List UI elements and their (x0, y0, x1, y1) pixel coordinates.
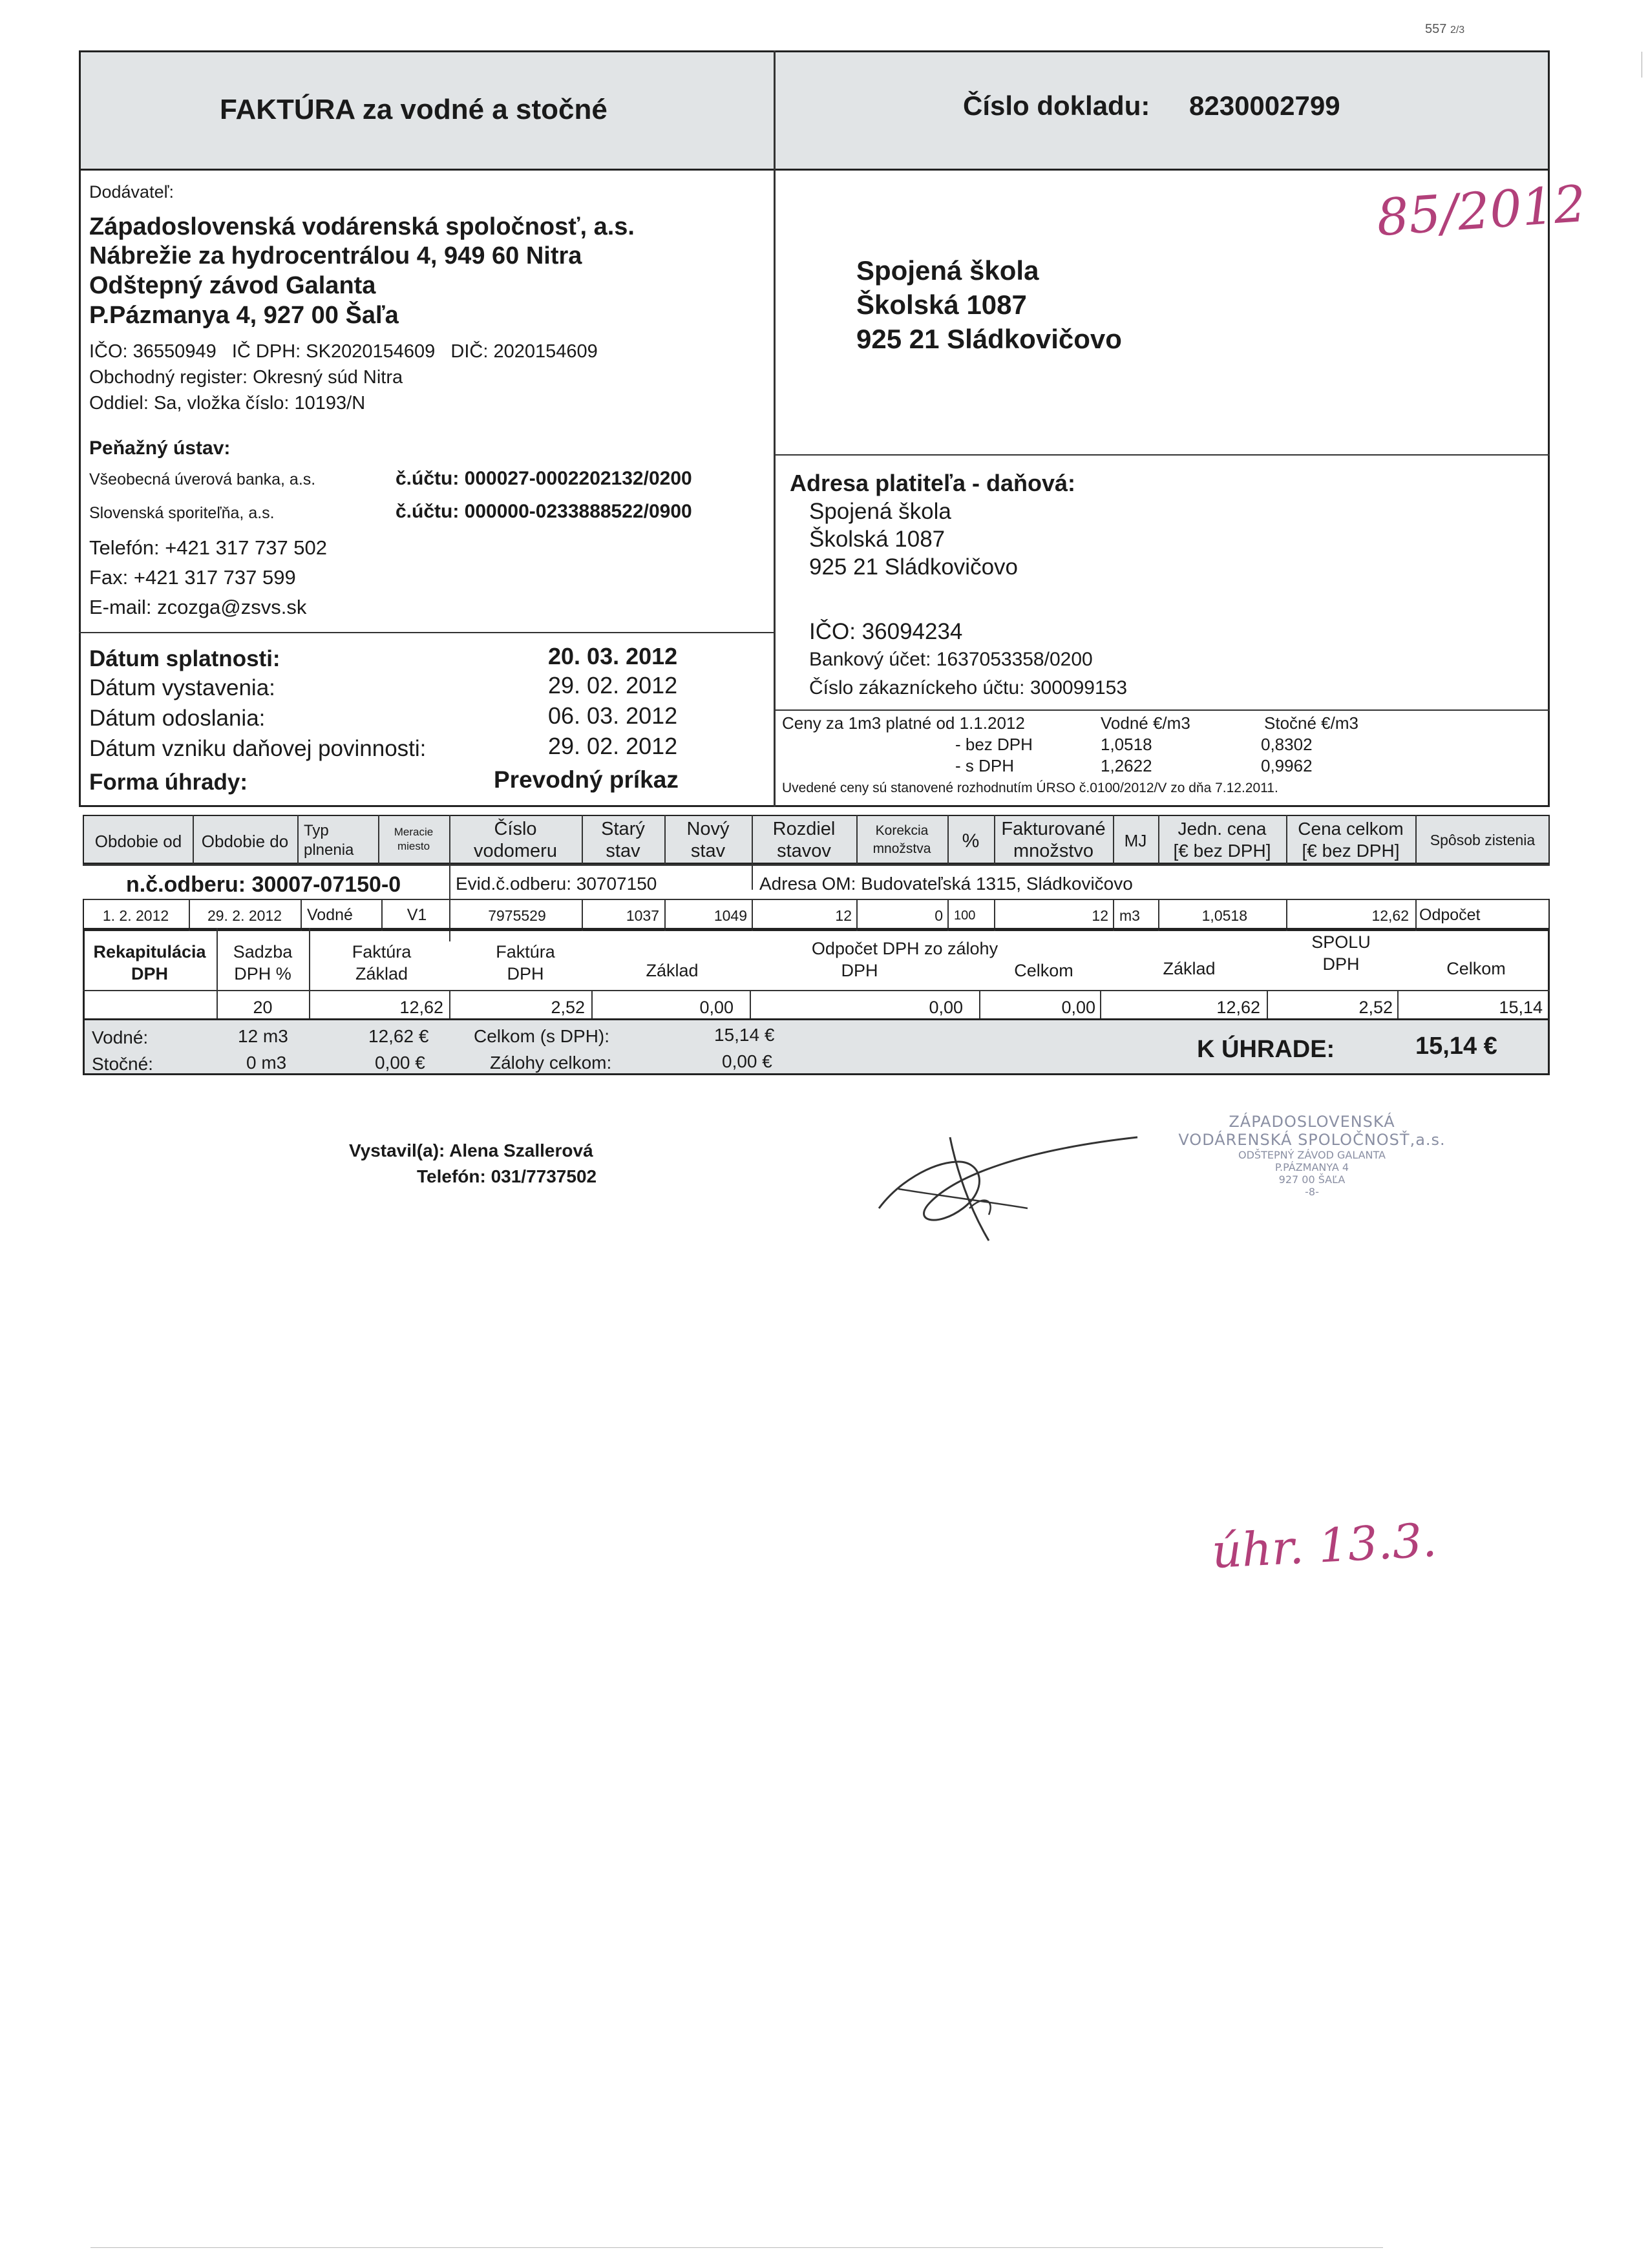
page-ref-number: 557 (1425, 22, 1447, 36)
vat-head-recap-2: DPH (131, 964, 168, 983)
meter-row-meter: 7975529 (488, 907, 546, 924)
supplier-register: Obchodný register: Okresný súd Nitra (89, 367, 403, 388)
bank2-name: Slovenská sporiteľňa, a.s. (89, 504, 275, 522)
payment-method-label: Forma úhrady: (89, 770, 248, 795)
vat-head-rate-2: DPH % (234, 964, 291, 983)
supplier-branch: Odštepný závod Galanta (89, 272, 376, 299)
customer-name: Spojená škola (856, 255, 1039, 286)
vat-ded-total: 0,00 (1061, 998, 1095, 1017)
payer-city: 925 21 Sládkovičovo (809, 554, 1018, 580)
summary-total: 15,14 € (714, 1025, 775, 1045)
meter-row-old: 1037 (626, 907, 659, 924)
mt-head-meter-2: vodomeru (474, 841, 557, 861)
mt-head-type-1: Typ (304, 822, 329, 839)
payer-name: Spojená škola (809, 499, 951, 524)
mt-head-billed-2: množstvo (1013, 841, 1094, 861)
sent-date-label: Dátum odoslania: (89, 706, 266, 731)
payer-label: Adresa platiteľa - daňová: (790, 470, 1075, 496)
due-date-label: Dátum splatnosti: (89, 646, 280, 671)
summary-stocne-qty: 0 m3 (246, 1053, 287, 1073)
prices-bez-dph-stocne: 0,8302 (1261, 735, 1313, 754)
vat-head-inv-vat-1: Faktúra (496, 942, 555, 961)
mt-line (1113, 899, 1114, 931)
header-divider (774, 50, 776, 171)
issued-date-label: Dátum vystavenia: (89, 675, 275, 700)
payer-divider (774, 454, 1550, 456)
amount-due: 15,14 € (1415, 1033, 1497, 1060)
prices-vodne-header: Vodné €/m3 (1101, 713, 1190, 733)
prices-bez-dph-vodne: 1,0518 (1101, 735, 1152, 754)
handwritten-payment-note: úhr. 13.3. (1210, 1512, 1439, 1579)
stamp-line: ZÁPADOSLOVENSKÁ (1229, 1113, 1395, 1131)
mt-head-type-2: plnenia (304, 841, 354, 859)
payment-method: Prevodný príkaz (494, 766, 679, 793)
vat-head-total-base: Základ (1163, 959, 1216, 978)
vat-head-recap-1: Rekapitulácia (93, 942, 206, 961)
mt-head-unit-price-2: [€ bez DPH] (1173, 841, 1271, 861)
tax-date: 29. 02. 2012 (548, 733, 678, 759)
mt-line (83, 864, 1550, 866)
summary-total-label: Celkom (s DPH): (474, 1026, 610, 1046)
vat-head-ded-base: Základ (646, 961, 699, 980)
mt-head-unit-price-1: Jedn. cena (1178, 819, 1267, 839)
doc-number: 8230002799 (1189, 90, 1340, 121)
stamp-line: 927 00 ŠAĽA (1278, 1173, 1346, 1186)
mt-head-correction-1: Korekcia (875, 823, 929, 838)
summary-deposits: 0,00 € (722, 1051, 772, 1071)
supplier-email: E-mail: zcozga@zsvs.sk (89, 596, 307, 618)
vat-inv-base: 12,62 (399, 998, 443, 1017)
sent-date: 06. 03. 2012 (548, 702, 678, 729)
stamp-line: ODŠTEPNÝ ZÁVOD GALANTA (1238, 1149, 1386, 1161)
page-ref (1425, 22, 1464, 37)
supplier-name: Západoslovenská vodárenská spoločnosť, a.s. (89, 213, 635, 240)
supplier-branch-address: P.Pázmanya 4, 927 00 Šaľa (89, 302, 399, 329)
mt-head-place-1: Meracie (394, 826, 434, 838)
meter-row-to: 29. 2. 2012 (207, 907, 282, 924)
doc-number-label: Číslo dokladu: (963, 90, 1150, 121)
bank-label: Peňažný ústav: (89, 437, 231, 459)
customer-street: Školská 1087 (856, 289, 1027, 320)
signature-icon (860, 1111, 1157, 1254)
mt-head-total-price-1: Cena celkom (1298, 819, 1404, 839)
supplier-ids: IČO: 36550949 IČ DPH: SK2020154609 DIČ: 2020154609 (89, 341, 598, 362)
meter-row-billed: 12 (1092, 907, 1108, 924)
mt-head-new-1: Nový (686, 819, 730, 839)
mt-head-period-from: Obdobie od (94, 832, 182, 851)
vat-head-deduction: Odpočet DPH zo zálohy (811, 939, 998, 958)
prices-intro: Ceny za 1m3 platné od 1.1.2012 (782, 713, 1025, 733)
summary-stocne-label: Stočné: (92, 1054, 153, 1074)
prices-s-dph-stocne: 0,9962 (1261, 756, 1313, 775)
mt-col-line (378, 815, 379, 864)
stamp-line: VODÁRENSKÁ SPOLOČNOSŤ,a.s. (1178, 1131, 1446, 1149)
customer-city: 925 21 Sládkovičovo (856, 324, 1122, 354)
vat-head-total: SPOLU (1311, 932, 1371, 952)
mt-head-method: Spôsob zistenia (1430, 832, 1536, 848)
payer-street: Školská 1087 (809, 527, 945, 552)
supplier-section: Oddiel: Sa, vložka číslo: 10193/N (89, 393, 366, 414)
vat-head-ded-total: Celkom (1014, 961, 1073, 980)
issuer-name: Vystavil(a): Alena Szallerová (349, 1140, 593, 1160)
vat-rate: 20 (253, 998, 273, 1017)
mt-head-total-price-2: [€ bez DPH] (1302, 841, 1400, 861)
mt-head-period-to: Obdobie do (201, 832, 289, 851)
page-ref-fraction: 2/3 (1450, 25, 1465, 36)
meter-row-type: Vodné (307, 906, 353, 924)
stamp-line: P.PÁZMANYA 4 (1274, 1161, 1349, 1173)
vat-inv-vat: 2,52 (551, 998, 585, 1017)
mt-line (947, 899, 949, 931)
summary-deposits-label: Zálohy celkom: (490, 1053, 612, 1073)
mt-line (752, 864, 753, 890)
parties-divider (774, 171, 776, 807)
meter-row-diff: 12 (835, 907, 852, 924)
vat-ded-base: 0,00 (699, 998, 734, 1017)
vat-line (83, 990, 1550, 991)
issued-date: 29. 02. 2012 (548, 672, 678, 698)
mt-head-new-2: stav (690, 841, 726, 861)
vat-head-total-sum: Celkom (1446, 959, 1506, 978)
amount-due-label: K ÚHRADE: (1197, 1036, 1335, 1063)
meter-row-new: 1049 (713, 907, 747, 924)
mt-head-correction-2: množstva (872, 841, 931, 856)
meter-row-method: Odpočet (1419, 906, 1481, 924)
prices-s-dph-label: - s DPH (955, 756, 1014, 775)
company-stamp (1170, 1113, 1454, 1198)
prices-stocne-header: Stočné €/m3 (1264, 713, 1358, 733)
prices-bez-dph-label: - bez DPH (955, 735, 1033, 754)
vat-head-inv-vat-2: DPH (507, 964, 544, 983)
consumption-address: Adresa OM: Budovateľská 1315, Sládkovičovo (759, 874, 1133, 894)
payer-ico: IČO: 36094234 (809, 619, 963, 644)
scan-edge-line (90, 2247, 1383, 2248)
vat-ded-vat: 0,00 (929, 998, 963, 1017)
payer-bank-account: Bankový účet: 1637053358/0200 (809, 649, 1093, 670)
summary-vodne-amount: 12,62 € (368, 1026, 429, 1046)
odber-number: n.č.odberu: 30007-07150-0 (126, 872, 401, 897)
vat-total-vat: 2,52 (1358, 998, 1393, 1017)
mt-head-meter-1: Číslo (494, 819, 537, 839)
meter-row-correction: 0 (935, 907, 943, 924)
mt-col-line (297, 815, 299, 864)
vat-head-inv-base-2: Základ (355, 964, 408, 983)
meter-row-place: V1 (407, 906, 427, 924)
bank1-name: Všeobecná úverová banka, a.s. (89, 470, 316, 488)
mt-head-old-1: Starý (601, 819, 645, 839)
dates-divider (79, 632, 774, 633)
supplier-phone: Telefón: +421 317 737 502 (89, 536, 328, 559)
vat-total-sum: 15,14 (1499, 998, 1543, 1017)
meter-row-percent: 100 (954, 908, 976, 923)
mt-line (1415, 899, 1417, 931)
invoice-title: FAKTÚRA za vodné a stočné (220, 94, 607, 125)
prices-divider (774, 709, 1550, 711)
mt-head-unit: MJ (1124, 831, 1147, 850)
mt-head-old-2: stav (606, 841, 640, 861)
vat-head-rate-1: Sadzba (233, 942, 293, 961)
due-date: 20. 03. 2012 (548, 643, 678, 669)
vat-head-total-vat: DPH (1322, 954, 1360, 974)
meter-row-unit-price: 1,0518 (1201, 907, 1247, 924)
vat-total-base: 12,62 (1216, 998, 1260, 1017)
supplier-label: Dodávateľ: (89, 182, 174, 202)
stamp-line: -8- (1305, 1186, 1319, 1198)
prices-note: Uvedené ceny sú stanovené rozhodnutím ÚRSO č.0100/2012/V zo dňa 7.12.2011. (782, 781, 1278, 795)
payer-customer-account: Číslo zákazníckeho účtu: 300099153 (809, 677, 1127, 698)
prices-s-dph-vodne: 1,2622 (1101, 756, 1152, 775)
meter-row-from: 1. 2. 2012 (102, 907, 169, 924)
vat-head-ded-vat: DPH (841, 961, 878, 980)
mt-head-place-2: miesto (397, 840, 430, 852)
summary-stocne-amount: 0,00 € (375, 1053, 425, 1073)
supplier-fax: Fax: +421 317 737 599 (89, 566, 296, 589)
vat-head-inv-base-1: Faktúra (352, 942, 412, 961)
supplier-address: Nábrežie za hydrocentrálou 4, 949 60 Nitra (89, 242, 582, 269)
summary-vodne-label: Vodné: (92, 1027, 149, 1047)
summary-vodne-qty: 12 m3 (238, 1026, 288, 1046)
tax-date-label: Dátum vzniku daňovej povinnosti: (89, 736, 427, 761)
evid-number: Evid.č.odberu: 30707150 (456, 874, 657, 894)
bank1-account: č.účtu: 000027-0002202132/0200 (396, 468, 692, 489)
mt-head-diff-1: Rozdiel (772, 819, 836, 839)
bank2-account: č.účtu: 000000-0233888522/0900 (396, 501, 692, 522)
meter-row-total-price: 12,62 (1371, 907, 1409, 924)
meter-row-unit: m3 (1119, 907, 1140, 924)
mt-line (301, 899, 302, 931)
mt-head-billed-1: Fakturované (1001, 819, 1106, 839)
mt-head-percent: % (962, 830, 980, 852)
issuer-phone: Telefón: 031/7737502 (417, 1166, 597, 1186)
handwritten-reference-note: 85/2012 (1375, 174, 1588, 248)
mt-head-diff-2: stavov (777, 841, 831, 861)
